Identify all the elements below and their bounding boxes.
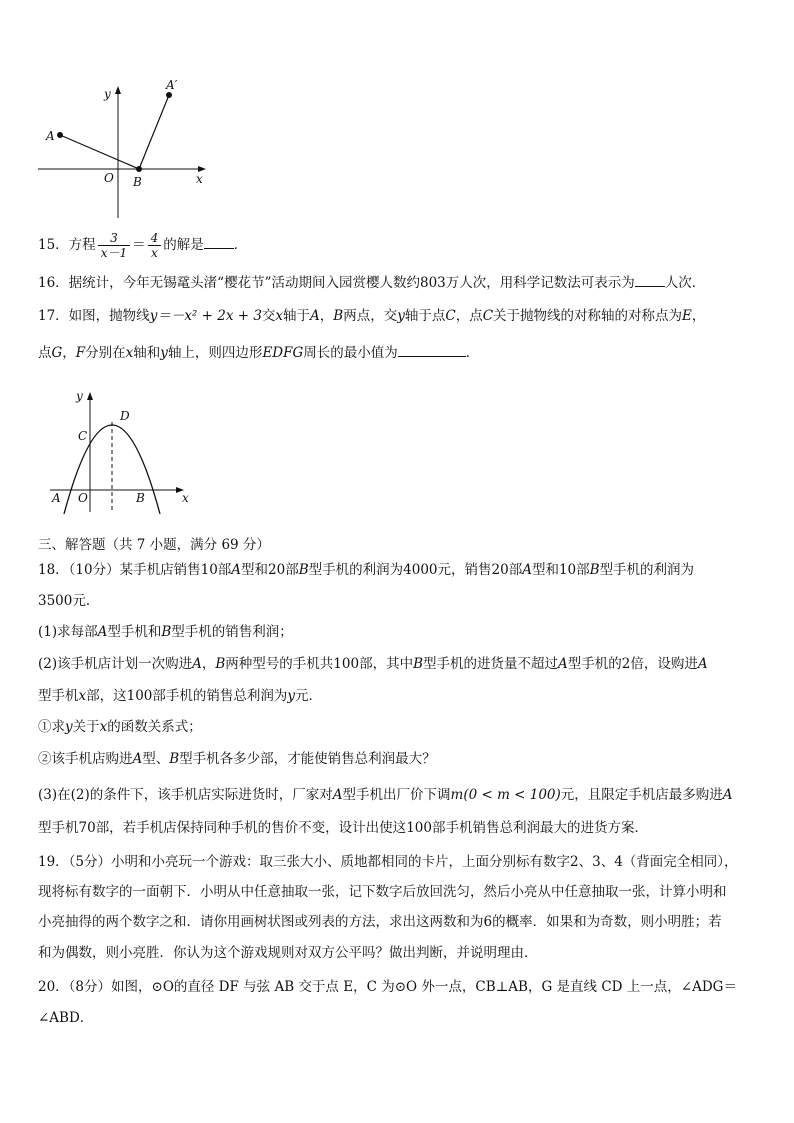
q18-text: 18．（10分）某手机店销售 — [38, 562, 201, 578]
q17-text: 轴和 — [133, 345, 161, 361]
question-18-part-2-line-2 — [38, 686, 322, 706]
q18-text: 元，且限定手机店最多购进 — [560, 787, 723, 803]
q17-text: 关于抛物线的对称轴的对称点为 — [493, 308, 683, 324]
question-18-part-3-line-1 — [38, 785, 733, 805]
q18-text: 型和 — [531, 562, 559, 578]
q17-var: x — [275, 308, 284, 324]
fraction-2 — [148, 231, 162, 260]
point-b — [136, 166, 142, 172]
q18-text: 型手机出厂价下调 — [342, 787, 451, 803]
question-19-line-3: 小亮抽得的两个数字之和．请你用画树状图或列表的方法，求出这两数和为6的概率．如果和为奇数，则小明胜；若 — [38, 914, 722, 930]
q17-equation: y＝－x² + 2x + 3 — [149, 308, 262, 324]
label-y: y — [76, 389, 83, 403]
q17-text: ． — [465, 345, 480, 361]
q18-text: 型和 — [241, 562, 269, 578]
fraction-1-denominator: x－1 — [100, 246, 128, 260]
label-b: B — [133, 175, 142, 189]
q18-text: 部手机销售总利润最大的进货方案． — [431, 820, 648, 836]
question-17-line-2 — [38, 342, 479, 363]
q18-text: 部，这 — [86, 688, 127, 704]
q18-var: A — [192, 656, 202, 672]
q16-prefix: 16．据统计，今年无锡鼋头渚“樱花节”活动期间入园赏樱人数约803万人次，用科学记数法可表示为 — [38, 275, 635, 291]
q17-text: ， — [319, 308, 334, 324]
point-a — [57, 132, 63, 138]
fraction-2-numerator: 4 — [148, 231, 162, 246]
section-3-heading: 三、解答题（共 7 小题，满分 69 分） — [38, 537, 270, 553]
q18-var: A — [97, 624, 108, 640]
question-18-subpart-1 — [38, 717, 202, 737]
q18-text: 型手机的销售利润； — [171, 624, 293, 640]
q18-var: x — [99, 719, 108, 735]
fraction-1-numerator: 3 — [98, 231, 130, 246]
point-a-prime — [166, 92, 172, 98]
question-18-part-2-line-1 — [38, 654, 708, 674]
q17-text: ， — [691, 308, 706, 324]
q18-var: B — [298, 562, 309, 578]
q18-text: 型手机的 — [567, 656, 622, 672]
q18-var: B — [413, 656, 423, 672]
label-b: B — [136, 491, 145, 505]
q18-text: 部，若手机店保持同种手机的售价不变，设计出使这 — [95, 820, 407, 836]
label-x: x — [196, 172, 203, 186]
label-o: O — [104, 171, 114, 185]
q18-var: A — [722, 787, 733, 803]
q15-equals: ＝ — [132, 237, 146, 253]
y-axis-arrow — [115, 86, 121, 94]
q17-text: 轴于 — [283, 308, 311, 324]
q18-var: x — [78, 688, 87, 704]
q17-text: ，点 — [455, 308, 483, 324]
q17-text: 分别在 — [85, 345, 126, 361]
label-a-prime: A′ — [166, 78, 178, 92]
q18-number: 2 — [621, 656, 631, 672]
fraction-2-denominator: x — [151, 246, 158, 260]
q18-var: A — [522, 562, 532, 578]
q18-number: 20 — [491, 562, 509, 578]
question-19-line-2: 现将标有数字的一面朝下．小明从中任意抽取一张，记下数字后放回洗匀，然后小亮从中任意抽取一张，计算小明和 — [38, 884, 727, 900]
answer-blank[interactable] — [398, 342, 466, 357]
q18-text: 部 — [508, 562, 523, 578]
q18-text: 型手机的利润为 — [599, 562, 695, 578]
label-a: A — [52, 491, 61, 505]
q17-text: 轴上，则四边形 — [167, 345, 263, 361]
q18-text: 型手机 — [38, 820, 79, 836]
q18-text: 元． — [295, 688, 323, 704]
q17-text: 周长的最小值为 — [303, 345, 398, 361]
question-20-line-2: ∠ABD． — [38, 1010, 94, 1026]
q18-number: 70 — [78, 820, 96, 836]
q18-text: (2)该手机店计划一次购进 — [38, 656, 193, 672]
q18-text: 型手机的进货量不超过 — [423, 656, 558, 672]
label-a: A — [46, 129, 55, 143]
segment-ba-prime — [139, 95, 169, 169]
q18-number: 10 — [558, 562, 577, 578]
q18-text: 型手机的利润为 — [308, 562, 404, 578]
segment-ab — [60, 135, 139, 169]
q18-var: B — [215, 656, 226, 672]
q15-end: ． — [233, 237, 248, 253]
q18-text: 型手机各多少部，才能使销售总利润最大？ — [179, 751, 436, 767]
q17-text: 17．如图，抛物线 — [38, 308, 150, 324]
q17-text: 点 — [38, 345, 52, 361]
q17-var: C — [482, 308, 494, 324]
q17-text: 交 — [261, 308, 276, 324]
q18-text: (3)在(2)的条件下，该手机店实际进货时，厂家对 — [38, 787, 333, 803]
q18-var: y — [287, 688, 296, 704]
q18-text: 型手机和 — [107, 624, 162, 640]
q18-var: A — [231, 562, 242, 578]
answer-blank[interactable] — [635, 272, 665, 287]
question-19-line-4: 和为偶数，则小亮胜．你认为这个游戏规则对双方公平吗？做出判断，并说明理由． — [38, 945, 538, 961]
q18-var: B — [161, 624, 172, 640]
q18-var: A — [132, 751, 143, 767]
q18-var: B — [589, 562, 600, 578]
q18-text: 部，其中 — [359, 656, 414, 672]
label-d: D — [120, 409, 130, 423]
q16-suffix: 人次． — [664, 275, 706, 291]
label-c: C — [78, 429, 88, 443]
q18-text: 倍，设购进 — [630, 656, 698, 672]
q17-text: 两点，交 — [343, 308, 398, 324]
question-18-line-1 — [38, 560, 694, 580]
q18-var: A — [332, 787, 343, 803]
question-18-subpart-2 — [38, 749, 436, 769]
q18-number: 100 — [406, 820, 432, 836]
q17-var: G — [51, 345, 63, 361]
q15-suffix: 的解是 — [163, 237, 204, 253]
question-16 — [38, 272, 705, 293]
q18-text: 元，销售 — [437, 562, 492, 578]
figure-reflection — [36, 78, 216, 218]
q18-number: 10 — [200, 562, 218, 578]
q18-text: 两种型号的手机共 — [225, 656, 334, 672]
q17-text: 轴于点 — [404, 308, 446, 324]
question-19-line-1: 19．（5分）小明和小亮玩一个游戏：取三张大小、质地都相同的卡片，上面分别标有数字2、3、4（背面完全相同）， — [38, 854, 738, 870]
q18-text: 部 — [576, 562, 590, 578]
q18-var: B — [169, 751, 180, 767]
q18-var: A — [558, 656, 568, 672]
q18-text: 型、 — [142, 751, 170, 767]
fraction-1 — [98, 231, 130, 260]
q17-var: EDFG — [262, 345, 304, 361]
q17-var: F — [75, 345, 86, 361]
figure-parabola — [44, 384, 194, 516]
q18-var: A — [697, 656, 708, 672]
q18-text: ②该手机店购进 — [38, 751, 133, 767]
q18-number: 100 — [333, 656, 360, 672]
q15-prefix: 15．方程 — [38, 237, 96, 253]
q17-var: y — [160, 345, 168, 361]
label-x: x — [182, 491, 189, 505]
question-18-part-1 — [38, 622, 293, 642]
q18-text: 部 — [217, 562, 232, 578]
q18-var: y — [65, 719, 73, 735]
answer-blank[interactable] — [204, 234, 234, 249]
q17-var: y — [397, 308, 405, 324]
q17-var: A — [310, 308, 320, 324]
q18-text: 部手机的销售总利润为 — [152, 688, 288, 704]
question-17-line-1 — [38, 306, 705, 326]
q17-var: E — [682, 308, 692, 324]
q18-text: 关于 — [72, 719, 100, 735]
q18-number: 100 — [126, 688, 153, 704]
question-18-line-2: 3500元． — [38, 593, 100, 609]
q17-var: x — [125, 345, 134, 361]
q18-text: ， — [201, 656, 216, 672]
q18-var: m — [450, 787, 464, 803]
question-20-line-1: 20．（8分）如图，⊙O的直径 DF 与弦 AB 交于点 E，C 为⊙O 外一点，CB⊥AB，G 是直线 CD 上一点，∠ADG＝ — [38, 979, 737, 995]
q18-text: 的函数关系式； — [107, 719, 202, 735]
q18-number: 20 — [268, 562, 286, 578]
y-axis-arrow — [87, 392, 93, 400]
q18-text: ①求 — [38, 719, 65, 735]
q18-text: 部 — [285, 562, 299, 578]
question-15 — [38, 231, 247, 260]
q18-text: 型手机 — [38, 688, 79, 704]
q18-number: 4000 — [403, 562, 438, 578]
q17-var: B — [333, 308, 344, 324]
label-o: O — [78, 491, 88, 505]
q17-var: C — [445, 308, 456, 324]
q18-text: (1)求每部 — [38, 624, 98, 640]
q18-condition: (0 < m < 100) — [463, 787, 561, 803]
question-18-part-3-line-2 — [38, 818, 648, 838]
q17-text: ， — [62, 345, 76, 361]
label-y: y — [104, 87, 111, 101]
